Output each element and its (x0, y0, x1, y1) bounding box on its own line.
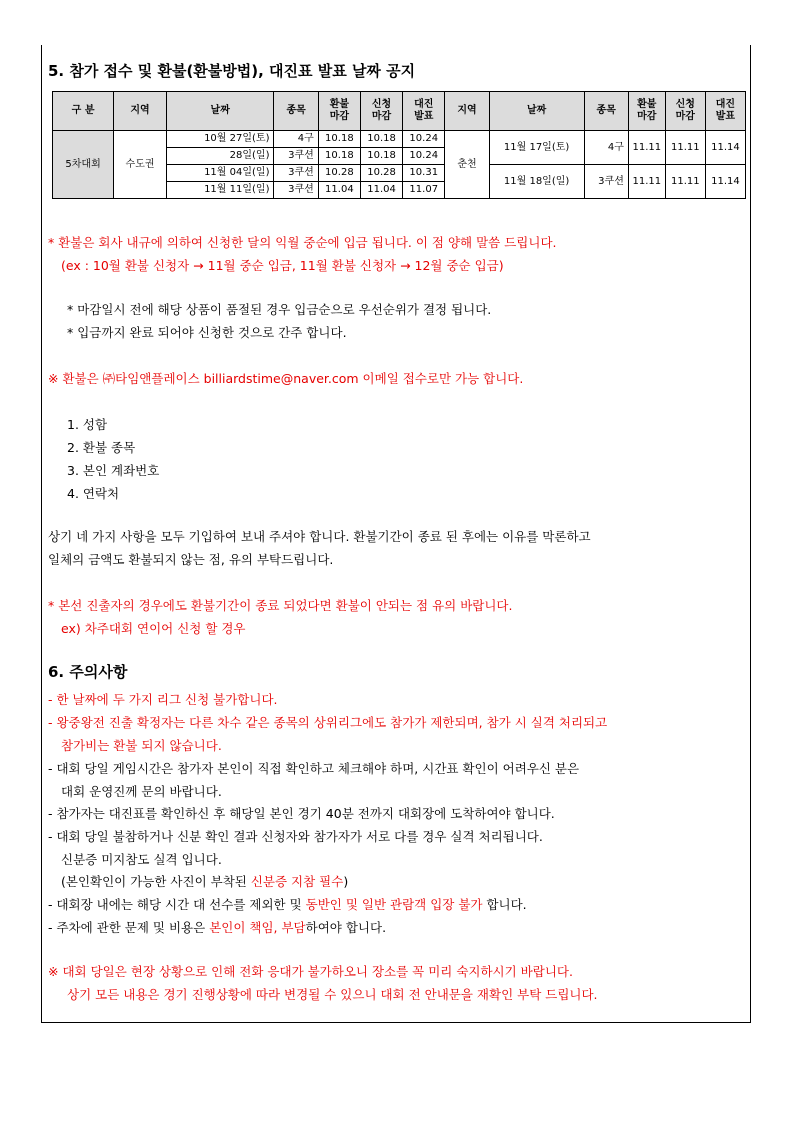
list-item: 1. 성함 (67, 417, 108, 432)
table-header-row (53, 92, 746, 131)
bracket-cell: 10.31 (403, 165, 445, 182)
header-refund-deadline-2: 환불 마감 (628, 92, 665, 131)
event-cell: 4구 (584, 131, 628, 165)
header-region: 지역 (114, 92, 167, 131)
entry-text-c: 합니다. (482, 897, 527, 912)
refund-cell: 10.18 (318, 131, 360, 148)
event-cell: 3쿠션 (584, 165, 628, 199)
apply-cell: 11.04 (360, 182, 402, 199)
date-cell: 11월 17일(토) (489, 131, 584, 165)
bracket-cell: 10.24 (403, 131, 445, 148)
caution-line: - 대회 당일 게임시간은 참가자 본인이 직접 확인하고 체크해야 하며, 시간표 확인이 어려우신 분은 (48, 761, 580, 776)
header-apply-deadline: 신청 마감 (360, 92, 402, 131)
event-cell: 4구 (274, 131, 318, 148)
apply-cell: 10.18 (360, 148, 402, 165)
date-cell: 11월 11일(일) (166, 182, 274, 199)
parking-text-a: - 주차에 관한 문제 및 비용은 (48, 920, 210, 935)
id-required-highlight: 신분증 지참 필수 (250, 874, 344, 889)
refund-cell: 11.04 (318, 182, 360, 199)
header-region-2: 지역 (445, 92, 489, 131)
header-date-2: 날짜 (489, 92, 584, 131)
caution-line (48, 895, 527, 913)
date-cell: 10월 27일(토) (166, 131, 274, 148)
caution-line: - 참가자는 대진표를 확인하신 후 해당일 본인 경기 40분 전까지 대회장에 도착하여야 합니다. (48, 806, 555, 821)
caution-line (48, 918, 386, 936)
region-left: 수도권 (114, 131, 167, 199)
event-cell: 3쿠션 (274, 165, 318, 182)
schedule-table (52, 91, 746, 199)
header-gubun: 구 분 (53, 92, 114, 131)
header-bracket-release: 대진 발표 (403, 92, 445, 131)
list-item: 2. 환불 종목 (67, 440, 136, 455)
caution-line: 신분증 미지참도 실격 입니다. (61, 852, 222, 867)
header-date: 날짜 (166, 92, 274, 131)
refund-cell: 11.11 (628, 165, 665, 199)
caution-line: - 왕중왕전 진출 확정자는 다른 차수 같은 종목의 상위리그에도 참가가 제한되며, 참가 시 실격 처리되고 (48, 715, 608, 730)
caution-line: - 한 날짜에 두 가지 리그 신청 불가합니다. (48, 692, 278, 707)
payment-note: * 입금까지 완료 되어야 신청한 것으로 간주 합니다. (67, 325, 347, 340)
list-item: 4. 연락처 (67, 486, 120, 501)
parking-responsibility-highlight: 본인이 책임, 부담 (209, 920, 306, 935)
caution-line: 대회 운영진께 문의 바랍니다. (61, 784, 222, 799)
refund-timing-note: * 환불은 회사 내규에 의하여 신청한 달의 익월 중순에 입금 됩니다. 이 점 양해 말씀 드립니다. (48, 235, 557, 250)
refund-timing-example: (ex : 10월 환불 신청자 → 11월 중순 입금, 11월 환불 신청자 → 12월 중순 입금) (61, 258, 504, 273)
refund-instruction-line-2: 일체의 금액도 환불되지 않는 점, 유의 부탁드립니다. (48, 552, 334, 567)
header-event: 종목 (274, 92, 318, 131)
id-text-c: ) (343, 874, 349, 889)
date-cell: 11월 04일(일) (166, 165, 274, 182)
finalist-refund-example: ex) 차주대회 연이어 신청 할 경우 (61, 621, 246, 636)
refund-cell: 10.18 (318, 148, 360, 165)
event-cell: 3쿠션 (274, 182, 318, 199)
caution-line: - 대회 당일 불참하거나 신분 확인 결과 신청자와 참가자가 서로 다를 경우 실격 처리됩니다. (48, 829, 543, 844)
header-apply-deadline-2: 신청 마감 (665, 92, 705, 131)
date-cell: 28일(일) (166, 148, 274, 165)
header-event-2: 종목 (584, 92, 628, 131)
date-cell: 11월 18일(일) (489, 165, 584, 199)
bracket-cell: 11.14 (705, 165, 745, 199)
round-label: 5차대회 (53, 131, 114, 199)
bracket-cell: 11.07 (403, 182, 445, 199)
id-text-a: (본인확인이 가능한 사진이 부착된 (61, 874, 251, 889)
refund-cell: 10.28 (318, 165, 360, 182)
section5-title: 5. 참가 접수 및 환불(환불방법), 대진표 발표 날짜 공지 (48, 62, 416, 80)
entry-text-a: - 대회장 내에는 해당 시간 대 선수를 제외한 및 (48, 897, 306, 912)
entry-restriction-highlight: 동반인 및 일반 관람객 입장 불가 (305, 897, 483, 912)
region-right: 춘천 (445, 131, 489, 199)
parking-text-c: 하여야 합니다. (305, 920, 387, 935)
refund-email-note: ※ 환불은 ㈜타임앤플레이스 billiardstime@naver.com 이메일 접수로만 가능 합니다. (48, 371, 524, 386)
section6-title: 6. 주의사항 (48, 663, 128, 681)
apply-cell: 11.11 (665, 165, 705, 199)
caution-line (61, 872, 348, 890)
list-item: 3. 본인 계좌번호 (67, 463, 160, 478)
apply-cell: 10.18 (360, 131, 402, 148)
final-warning-1: ※ 대회 당일은 현장 상황으로 인해 전화 응대가 불가하오니 장소를 꼭 미리 숙지하시기 바랍니다. (48, 964, 573, 979)
final-warning-2: 상기 모든 내용은 경기 진행상황에 따라 변경될 수 있으니 대회 전 안내문을 재확인 부탁 드립니다. (67, 987, 598, 1002)
event-cell: 3쿠션 (274, 148, 318, 165)
apply-cell: 11.11 (665, 131, 705, 165)
table-row (53, 131, 746, 148)
refund-instruction-line-1: 상기 네 가지 사항을 모두 기입하여 보내 주셔야 합니다. 환불기간이 종료 된 후에는 이유를 막론하고 (48, 529, 591, 544)
caution-line: 참가비는 환불 되지 않습니다. (61, 738, 222, 753)
finalist-refund-note: * 본선 진출자의 경우에도 환불기간이 종료 되었다면 환불이 안되는 점 유의 바랍니다. (48, 598, 513, 613)
apply-cell: 10.28 (360, 165, 402, 182)
soldout-note: * 마감일시 전에 해당 상품이 품절된 경우 입금순으로 우선순위가 결정 됩니다. (67, 302, 492, 317)
bracket-cell: 11.14 (705, 131, 745, 165)
header-refund-deadline: 환불 마감 (318, 92, 360, 131)
bracket-cell: 10.24 (403, 148, 445, 165)
refund-cell: 11.11 (628, 131, 665, 165)
header-bracket-release-2: 대진 발표 (705, 92, 745, 131)
